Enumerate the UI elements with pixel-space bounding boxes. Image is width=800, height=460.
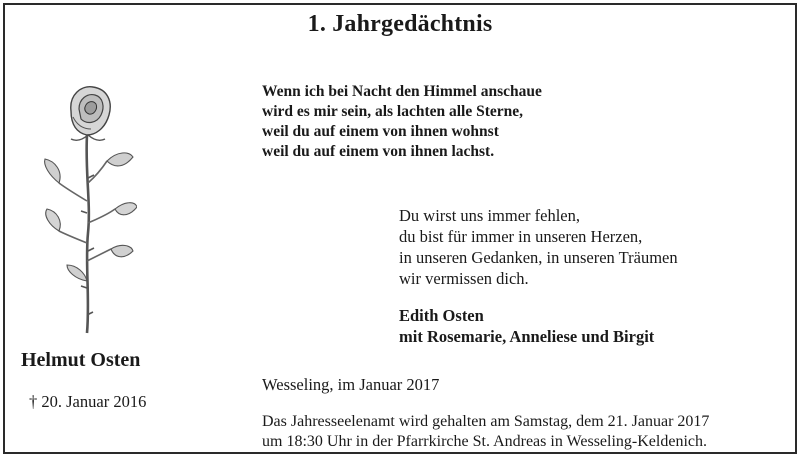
- death-date: † 20. Januar 2016: [29, 392, 147, 411]
- deceased-name: Helmut Osten: [21, 349, 141, 371]
- verse-line: in unseren Gedanken, in unseren Träumen: [399, 248, 678, 267]
- poem-line: Wenn ich bei Nacht den Himmel anschaue: [262, 83, 542, 100]
- place-date: Wesseling, im Januar 2017: [262, 375, 440, 394]
- verse-line: du bist für immer in unseren Herzen,: [399, 227, 643, 246]
- verse-line: Du wirst uns immer fehlen,: [399, 206, 581, 225]
- mass-info-line: Das Jahresseelenamt wird gehalten am Samstag, dem 21. Januar 2017: [262, 413, 710, 430]
- poem-line: wird es mir sein, als lachten alle Sterne,: [262, 103, 524, 120]
- poem: [262, 82, 542, 162]
- signer-line: mit Rosemarie, Anneliese und Birgit: [399, 327, 655, 346]
- mass-info: [262, 412, 709, 452]
- mass-info-line: um 18:30 Uhr in der Pfarrkirche St. Andreas in Wesseling-Keldenich.: [262, 433, 707, 450]
- poem-line: weil du auf einem von ihnen wohnst: [262, 123, 499, 140]
- memorial-notice: [3, 3, 797, 454]
- poem-line: weil du auf einem von ihnen lachst.: [262, 143, 495, 160]
- signers: [399, 305, 654, 347]
- notice-title: 1. Jahrgedächtnis: [307, 11, 493, 37]
- rose-icon: [41, 83, 137, 339]
- remembrance-verse: [399, 205, 678, 289]
- verse-line: wir vermissen dich.: [399, 269, 529, 288]
- signer-line: Edith Osten: [399, 306, 484, 325]
